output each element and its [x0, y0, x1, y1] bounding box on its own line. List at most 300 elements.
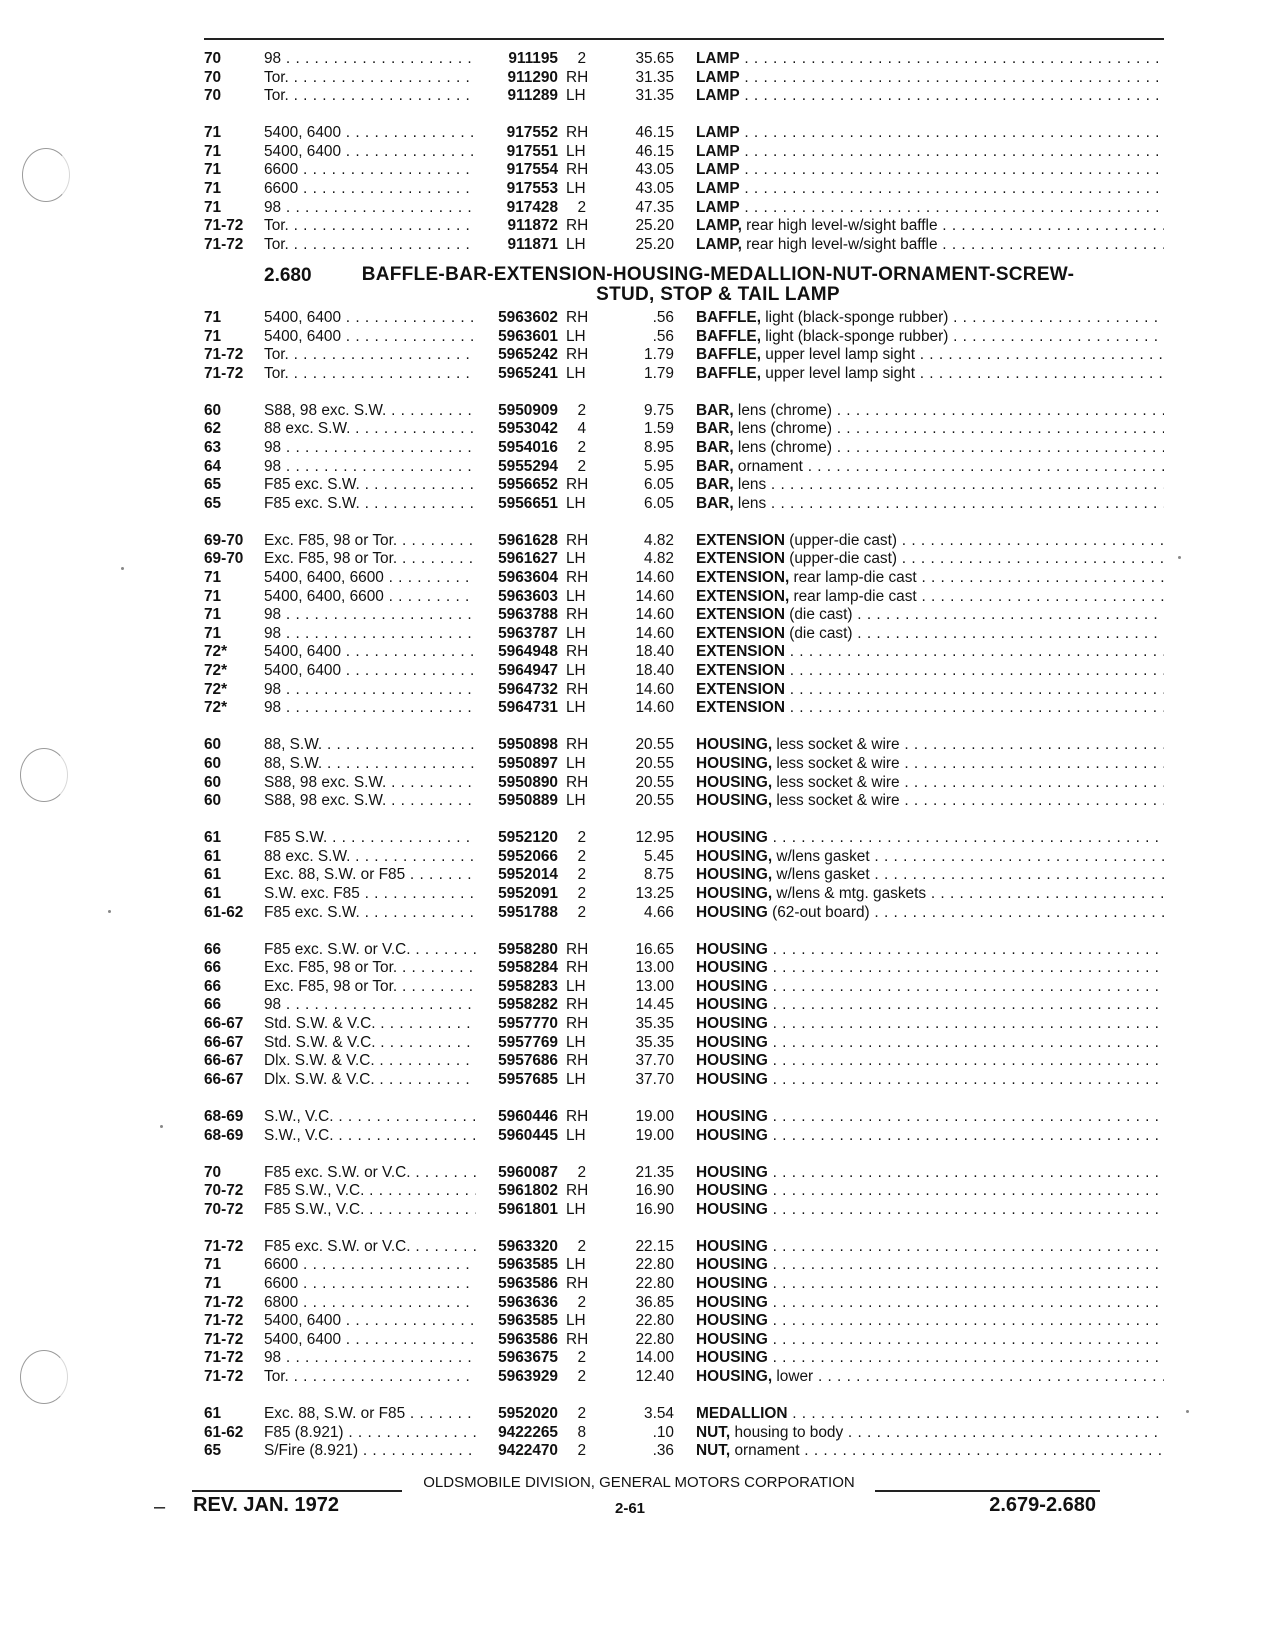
part-number-cell: 5958282: [498, 996, 558, 1014]
description-cell: [696, 1368, 1164, 1387]
part-number-cell: 5955294: [498, 457, 558, 475]
description-cell: [696, 236, 1164, 255]
parts-listing: [196, 50, 1166, 1479]
year-cell: 62: [204, 420, 222, 438]
year-cell: 71: [204, 569, 222, 587]
price-cell: 14.60: [635, 587, 674, 605]
year-cell: 66: [204, 996, 222, 1014]
item-detail: (upper-die cast): [784, 531, 898, 549]
description-cell: [696, 1405, 1164, 1424]
model-cell: Exc. 88, S.W. or F85 . . .: [264, 1405, 476, 1424]
model-cell: S88, 98 exc. S.W. . . .: [264, 402, 476, 421]
item-name: BAR,: [696, 401, 734, 419]
price-cell: 37.70: [635, 1070, 674, 1088]
parts-row: [196, 736, 1166, 755]
model-cell: F85 S.W., V.C. . . .: [264, 1201, 476, 1220]
item-name: HOUSING: [696, 1182, 768, 1200]
parts-row: [196, 199, 1166, 218]
parts-row: [196, 1164, 1166, 1183]
description-cell: [696, 1256, 1164, 1275]
parts-row: [196, 662, 1166, 681]
description-cell: [696, 69, 1164, 88]
footer-revision: REV. JAN. 1972: [193, 1494, 340, 1516]
description-cell: [696, 1015, 1164, 1034]
model-cell: 6600 . . .: [264, 161, 476, 180]
description-cell: [696, 328, 1164, 347]
item-name: LAMP: [696, 142, 740, 160]
price-cell: 6.05: [644, 476, 674, 494]
model-cell: Tor. . . .: [264, 87, 476, 106]
parts-row: [196, 792, 1166, 811]
price-cell: 31.35: [635, 68, 674, 86]
price-cell: .56: [652, 327, 674, 345]
parts-row: [196, 1071, 1166, 1090]
item-detail: less socket & wire: [772, 754, 900, 772]
quantity-cell: LH: [566, 754, 586, 772]
model-cell: F85 S.W., V.C. . . .: [264, 1182, 476, 1201]
quantity-cell: LH: [566, 1126, 586, 1144]
price-cell: 13.25: [635, 884, 674, 902]
section-groups: [196, 309, 1166, 1461]
item-name: BAR,: [696, 439, 734, 456]
price-cell: 18.40: [635, 662, 674, 680]
year-cell: 61: [204, 829, 222, 847]
part-number-cell: 5963788: [498, 606, 558, 624]
parts-group: [196, 1108, 1166, 1145]
price-cell: .36: [652, 1442, 674, 1460]
part-number-cell: 5954016: [498, 439, 558, 456]
model-cell: 5400, 6400 . . .: [264, 662, 476, 681]
part-number-cell: 5963585: [498, 1312, 558, 1330]
quantity-cell: RH: [566, 1052, 589, 1070]
year-cell: 69-70: [204, 531, 244, 549]
description-cell: [696, 848, 1164, 867]
model-cell: F85 exc. S.W. or V.C. . . .: [264, 1238, 476, 1257]
quantity-cell: LH: [566, 624, 586, 642]
parts-row: [196, 50, 1166, 69]
model-cell: 98 . . .: [264, 681, 476, 700]
item-name: HOUSING,: [696, 866, 773, 884]
part-number-cell: 5957770: [498, 1015, 558, 1033]
quantity-cell: LH: [566, 550, 586, 568]
model-cell: 5400, 6400 . . .: [264, 1312, 476, 1331]
description-cell: [696, 1034, 1164, 1053]
model-cell: S88, 98 exc. S.W. . . .: [264, 792, 476, 811]
part-number-cell: 911871: [507, 235, 558, 253]
parts-row: [196, 1108, 1166, 1127]
year-cell: 71-72: [204, 1312, 244, 1330]
part-number-cell: 5960446: [498, 1107, 558, 1125]
parts-group: [196, 532, 1166, 718]
item-name: LAMP,: [696, 217, 742, 235]
model-cell: 98 . . .: [264, 439, 476, 458]
item-name: HOUSING,: [696, 884, 773, 902]
model-cell: S.W., V.C. . . .: [264, 1127, 476, 1146]
quantity-cell: 2: [577, 1442, 586, 1460]
part-number-cell: 5956651: [498, 494, 558, 512]
item-name: LAMP: [696, 124, 740, 142]
quantity-cell: 2: [577, 884, 586, 902]
parts-row: [196, 346, 1166, 365]
price-cell: 46.15: [635, 124, 674, 142]
parts-row: [196, 941, 1166, 960]
year-cell: 69-70: [204, 550, 244, 568]
price-cell: 22.80: [635, 1256, 674, 1274]
year-cell: 71-72: [204, 1237, 244, 1255]
model-cell: 98 . . .: [264, 458, 476, 477]
price-cell: 36.85: [635, 1293, 674, 1311]
description-cell: [696, 885, 1164, 904]
year-cell: 68-69: [204, 1126, 244, 1144]
model-cell: Std. S.W. & V.C. . . .: [264, 1034, 476, 1053]
part-number-cell: 5961802: [498, 1182, 558, 1200]
price-cell: 43.05: [635, 161, 674, 179]
year-cell: 70: [204, 68, 222, 86]
part-number-cell: 5958284: [498, 959, 558, 977]
item-name: EXTENSION: [696, 662, 785, 680]
price-cell: 16.65: [635, 940, 674, 958]
quantity-cell: LH: [566, 494, 586, 512]
quantity-cell: LH: [566, 364, 586, 382]
description-cell: [696, 309, 1164, 328]
punch-hole: [20, 1350, 68, 1404]
price-cell: 20.55: [635, 754, 674, 772]
quantity-cell: RH: [566, 531, 589, 549]
description-cell: [696, 402, 1164, 421]
parts-row: [196, 1015, 1166, 1034]
price-cell: 1.79: [644, 364, 674, 382]
parts-row: [196, 365, 1166, 384]
model-cell: 98 . . .: [264, 606, 476, 625]
parts-row: [196, 1275, 1166, 1294]
quantity-cell: 8: [577, 1423, 586, 1441]
parts-row: [196, 87, 1166, 106]
item-detail: lens: [733, 494, 767, 512]
quantity-cell: 2: [577, 198, 586, 216]
quantity-cell: 2: [577, 401, 586, 419]
quantity-cell: 2: [577, 1237, 586, 1255]
part-number-cell: 5961801: [498, 1200, 558, 1218]
price-cell: 20.55: [635, 736, 674, 754]
price-cell: 9.75: [644, 401, 674, 419]
item-detail: w/lens gasket: [772, 847, 870, 865]
parts-row: [196, 180, 1166, 199]
parts-group: [196, 1164, 1166, 1220]
section-header: [196, 265, 1166, 309]
parts-row: [196, 124, 1166, 143]
year-cell: 64: [204, 457, 222, 475]
item-name: HOUSING: [696, 1293, 768, 1311]
description-cell: [696, 161, 1164, 180]
lamp-groups: [196, 50, 1166, 254]
quantity-cell: LH: [566, 1256, 586, 1274]
description-cell: [696, 904, 1164, 923]
item-detail: ornament: [733, 457, 803, 475]
model-cell: 5400, 6400 . . .: [264, 124, 476, 143]
part-number-cell: 5965241: [498, 364, 558, 382]
model-cell: F85 exc. S.W. . . .: [264, 904, 476, 923]
model-cell: 5400, 6400 . . .: [264, 309, 476, 328]
year-cell: 61: [204, 884, 222, 902]
price-cell: 22.80: [635, 1275, 674, 1293]
part-number-cell: 917428: [506, 198, 558, 216]
item-detail: light (black-sponge rubber): [760, 327, 949, 345]
year-cell: 60: [204, 736, 222, 754]
footer-division: OLDSMOBILE DIVISION, GENERAL MOTORS CORPORATION: [423, 1474, 855, 1491]
year-cell: 71-72: [204, 1293, 244, 1311]
parts-row: [196, 1349, 1166, 1368]
parts-row: [196, 420, 1166, 439]
part-number-cell: 5963603: [498, 587, 558, 605]
part-number-cell: 5964948: [498, 643, 558, 661]
part-number-cell: 5957686: [498, 1052, 558, 1070]
part-number-cell: 5950890: [498, 773, 558, 791]
price-cell: 19.00: [635, 1107, 674, 1125]
description-cell: [696, 532, 1164, 551]
price-cell: 25.20: [635, 217, 674, 235]
item-detail: lens (chrome): [733, 439, 832, 456]
quantity-cell: RH: [566, 680, 589, 698]
model-cell: Tor. . . .: [264, 365, 476, 384]
description-cell: [696, 439, 1164, 458]
year-cell: 70-72: [204, 1200, 244, 1218]
item-detail: rear high level-w/sight baffle: [741, 217, 938, 235]
year-cell: 71: [204, 180, 222, 198]
parts-row: [196, 1034, 1166, 1053]
year-cell: 71: [204, 606, 222, 624]
description-cell: [696, 143, 1164, 162]
part-number-cell: 5958283: [498, 977, 558, 995]
part-number-cell: 5957769: [498, 1033, 558, 1051]
price-cell: 12.95: [635, 829, 674, 847]
parts-row: [196, 866, 1166, 885]
part-number-cell: 9422470: [498, 1442, 558, 1460]
description-cell: [696, 1349, 1164, 1368]
item-name: EXTENSION: [696, 550, 785, 568]
parts-row: [196, 885, 1166, 904]
model-cell: F85 S.W. . . .: [264, 829, 476, 848]
part-number-cell: 911872: [507, 217, 558, 235]
quantity-cell: LH: [566, 327, 586, 345]
parts-row: [196, 236, 1166, 255]
parts-row: [196, 309, 1166, 328]
part-number-cell: 5961627: [498, 550, 558, 568]
part-number-cell: 5963636: [498, 1293, 558, 1311]
scan-speck: [1186, 1410, 1189, 1413]
year-cell: 60: [204, 754, 222, 772]
model-cell: 98 . . .: [264, 699, 476, 718]
year-cell: 71-72: [204, 346, 244, 364]
price-cell: 14.60: [635, 569, 674, 587]
item-name: LAMP: [696, 87, 740, 105]
description-cell: [696, 959, 1164, 978]
part-number-cell: 911290: [507, 68, 558, 86]
item-name: HOUSING: [696, 1275, 768, 1293]
item-name: BAFFLE,: [696, 327, 761, 345]
price-cell: 14.60: [635, 606, 674, 624]
model-cell: Exc. F85, 98 or Tor. . . .: [264, 978, 476, 997]
price-cell: 35.35: [635, 1033, 674, 1051]
item-name: EXTENSION: [696, 643, 785, 661]
year-cell: 71: [204, 308, 222, 326]
quantity-cell: LH: [566, 792, 586, 810]
item-detail: (upper-die cast): [784, 550, 898, 568]
parts-group: [196, 50, 1166, 106]
description-cell: [696, 1312, 1164, 1331]
price-cell: 22.80: [635, 1330, 674, 1348]
price-cell: 4.66: [644, 903, 674, 921]
description-cell: [696, 1424, 1164, 1443]
quantity-cell: 2: [577, 1349, 586, 1367]
quantity-cell: LH: [566, 699, 586, 717]
year-cell: 70: [204, 1163, 222, 1181]
model-cell: 88 exc. S.W. . . .: [264, 848, 476, 867]
year-cell: 71: [204, 1275, 222, 1293]
item-name: EXTENSION: [696, 531, 785, 549]
item-name: EXTENSION: [696, 624, 785, 642]
model-cell: F85 exc. S.W. . . .: [264, 495, 476, 514]
quantity-cell: RH: [566, 773, 589, 791]
parts-row: [196, 1368, 1166, 1387]
item-detail: upper level lamp sight: [760, 364, 915, 382]
price-cell: 19.00: [635, 1126, 674, 1144]
scan-speck: [1178, 556, 1181, 559]
description-cell: [696, 458, 1164, 477]
part-number-cell: 917552: [506, 124, 558, 142]
parts-row: [196, 904, 1166, 923]
price-cell: 14.60: [635, 624, 674, 642]
item-name: HOUSING: [696, 1256, 768, 1274]
item-name: LAMP: [696, 180, 740, 198]
item-name: HOUSING: [696, 977, 768, 995]
parts-row: [196, 1331, 1166, 1350]
description-cell: [696, 774, 1164, 793]
year-cell: 71-72: [204, 364, 244, 382]
item-name: BAFFLE,: [696, 364, 761, 382]
model-cell: 98 . . .: [264, 996, 476, 1015]
part-number-cell: 5952091: [498, 884, 558, 902]
quantity-cell: RH: [566, 1275, 589, 1293]
item-name: HOUSING: [696, 1237, 768, 1255]
part-number-cell: 5952020: [498, 1405, 558, 1423]
parts-group: [196, 829, 1166, 922]
item-detail: less socket & wire: [772, 736, 900, 754]
price-cell: 14.00: [635, 1349, 674, 1367]
year-cell: 71: [204, 142, 222, 160]
description-cell: [696, 588, 1164, 607]
part-number-cell: 5952066: [498, 847, 558, 865]
parts-group: [196, 1405, 1166, 1461]
item-name: HOUSING: [696, 1126, 768, 1144]
description-cell: [696, 365, 1164, 384]
price-cell: 4.82: [644, 550, 674, 568]
model-cell: Exc. 88, S.W. or F85 . . .: [264, 866, 476, 885]
year-cell: 72*: [204, 662, 228, 680]
part-number-cell: 5950909: [498, 401, 558, 419]
quantity-cell: 2: [577, 1293, 586, 1311]
description-cell: [696, 346, 1164, 365]
description-cell: [696, 1052, 1164, 1071]
part-number-cell: 5953042: [498, 420, 558, 438]
year-cell: 71: [204, 161, 222, 179]
description-cell: [696, 643, 1164, 662]
item-detail: lens: [733, 476, 767, 494]
parts-row: [196, 774, 1166, 793]
parts-row: [196, 458, 1166, 477]
parts-group: [196, 124, 1166, 254]
model-cell: Tor. . . .: [264, 236, 476, 255]
description-cell: [696, 217, 1164, 236]
parts-row: [196, 1256, 1166, 1275]
parts-row: [196, 1052, 1166, 1071]
scan-speck: [108, 910, 111, 913]
description-cell: [696, 681, 1164, 700]
price-cell: 5.95: [644, 457, 674, 475]
quantity-cell: RH: [566, 940, 589, 958]
parts-row: [196, 959, 1166, 978]
model-cell: 5400, 6400 . . .: [264, 143, 476, 162]
price-cell: 14.45: [635, 996, 674, 1014]
item-name: HOUSING: [696, 996, 768, 1014]
part-number-cell: 5963929: [498, 1368, 558, 1386]
quantity-cell: RH: [566, 643, 589, 661]
item-detail: less socket & wire: [772, 792, 900, 810]
description-cell: [696, 699, 1164, 718]
year-cell: 68-69: [204, 1107, 244, 1125]
quantity-cell: LH: [566, 1200, 586, 1218]
quantity-cell: 4: [577, 420, 586, 438]
price-cell: 4.82: [644, 531, 674, 549]
parts-row: [196, 755, 1166, 774]
description-cell: [696, 50, 1164, 69]
part-number-cell: 5950897: [498, 754, 558, 772]
quantity-cell: LH: [566, 142, 586, 160]
year-cell: 71: [204, 124, 222, 142]
model-cell: 5400, 6400, 6600 . . .: [264, 569, 476, 588]
model-cell: 5400, 6400, 6600 . . .: [264, 588, 476, 607]
price-cell: .10: [652, 1423, 674, 1441]
item-name: HOUSING: [696, 1015, 768, 1033]
parts-row: [196, 1312, 1166, 1331]
model-cell: F85 exc. S.W. or V.C. . . .: [264, 1164, 476, 1183]
part-number-cell: 5950898: [498, 736, 558, 754]
item-name: HOUSING: [696, 1070, 768, 1088]
quantity-cell: RH: [566, 606, 589, 624]
year-cell: 72*: [204, 680, 228, 698]
year-cell: 71: [204, 327, 222, 345]
description-cell: [696, 1164, 1164, 1183]
quantity-cell: 2: [577, 1405, 586, 1423]
part-number-cell: 5963675: [498, 1349, 558, 1367]
price-cell: 22.80: [635, 1312, 674, 1330]
description-cell: [696, 1238, 1164, 1257]
item-name: BAR,: [696, 494, 734, 512]
part-number-cell: 917554: [506, 161, 558, 179]
item-name: LAMP,: [696, 235, 742, 253]
model-cell: Exc. F85, 98 or Tor. . . .: [264, 550, 476, 569]
year-cell: 72*: [204, 699, 228, 717]
item-name: MEDALLION: [696, 1405, 788, 1423]
description-cell: [696, 792, 1164, 811]
model-cell: 98 . . .: [264, 199, 476, 218]
item-name: HOUSING: [696, 940, 768, 958]
item-name: BAR,: [696, 457, 734, 475]
year-cell: 71-72: [204, 235, 244, 253]
year-cell: 60: [204, 401, 222, 419]
model-cell: S/Fire (8.921) . . .: [264, 1442, 476, 1461]
year-cell: 66: [204, 940, 222, 958]
price-cell: .56: [652, 308, 674, 326]
